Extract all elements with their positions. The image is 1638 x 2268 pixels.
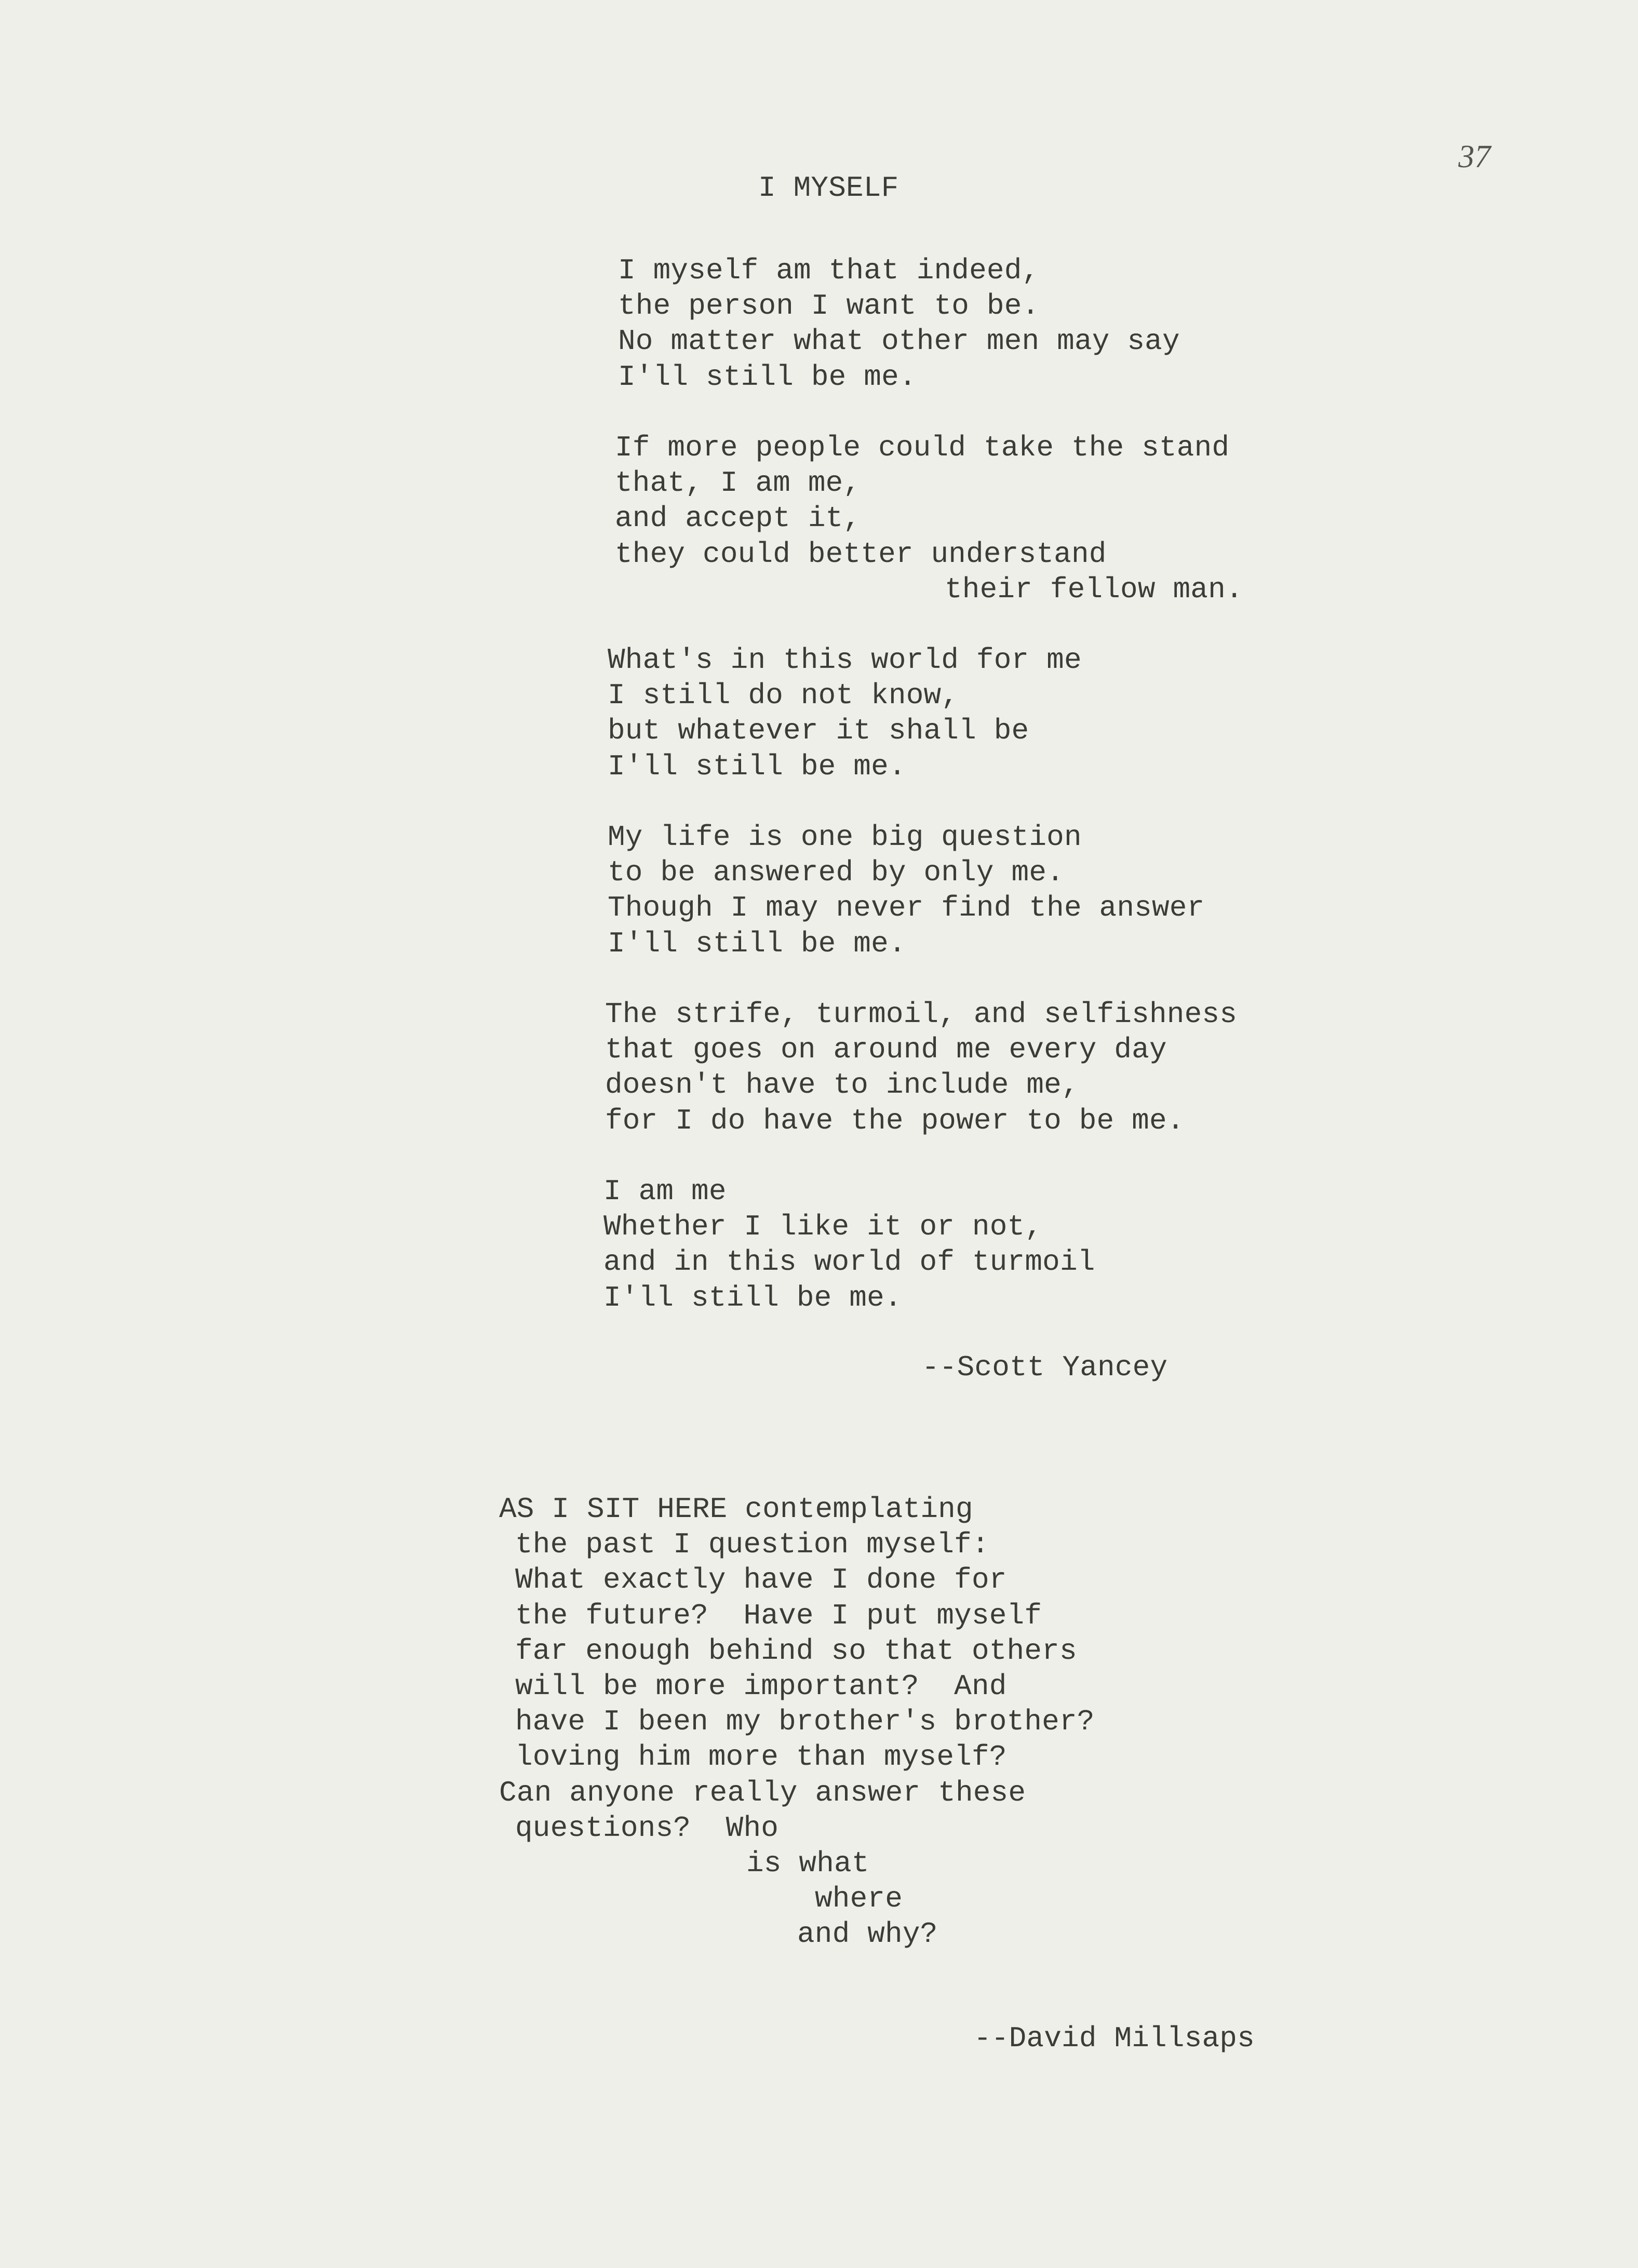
poem-line: Whether I like it or not, <box>603 1210 1043 1244</box>
poem-line: I'll still be me. <box>618 360 917 394</box>
poem-line: is what <box>746 1846 869 1880</box>
poem-line: for I do have the power to be me. <box>605 1104 1185 1137</box>
author-signature: --Scott Yancey <box>922 1351 1168 1384</box>
poem-title: I MYSELF <box>758 171 899 205</box>
poem-line: The strife, turmoil, and selfishness <box>605 998 1237 1031</box>
poem-line: and why? <box>797 1917 938 1951</box>
stanza <box>603 1174 1095 1316</box>
poem-line: I'll still be me. <box>608 749 906 783</box>
page-number: 37 <box>1458 139 1491 175</box>
poem-line: No matter what other men may say <box>618 325 1180 358</box>
stanza <box>615 430 1243 607</box>
poem-line: I myself am that indeed, <box>618 254 1040 287</box>
poem-line: doesn't have to include me, <box>605 1068 1079 1102</box>
poem-line: that, I am me, <box>615 466 861 500</box>
poem-line: the past I question myself: <box>515 1528 989 1562</box>
poem-line: have I been my brother's brother? <box>515 1705 1095 1739</box>
poem-line: will be more important? And <box>515 1669 1007 1703</box>
poem-line: I am me <box>603 1175 727 1208</box>
poem-line: loving him more than myself? <box>515 1740 1007 1774</box>
poem-line: the future? Have I put myself <box>515 1599 1042 1632</box>
poem-line: where <box>815 1882 903 1916</box>
poem-line: What exactly have I done for <box>515 1563 1007 1597</box>
stanza <box>499 1492 1095 1952</box>
poem-line: that goes on around me every day <box>605 1033 1167 1067</box>
poem-line: What's in this world for me <box>608 643 1082 677</box>
poem-line: If more people could take the stand <box>615 431 1230 464</box>
poem-line: Though I may never find the answer <box>608 891 1205 925</box>
stanza <box>608 820 1204 961</box>
poem-line: questions? Who <box>515 1811 779 1845</box>
poem-line: I'll still be me. <box>608 927 906 960</box>
poem-line: I still do not know, <box>608 679 959 713</box>
stanza <box>618 253 1180 395</box>
poem-line: I'll still be me. <box>603 1281 902 1314</box>
poem-line: and in this world of turmoil <box>603 1245 1095 1279</box>
stanza <box>605 997 1237 1138</box>
stanza <box>608 642 1082 784</box>
poem-line: the person I want to be. <box>618 289 1040 323</box>
poem-line: My life is one big question <box>608 821 1082 854</box>
poem-line: AS I SIT HERE contemplating <box>499 1493 973 1526</box>
author-signature: --David Millsaps <box>974 2022 1255 2055</box>
poem-line: to be answered by only me. <box>608 856 1064 890</box>
poem-line: far enough behind so that others <box>515 1634 1077 1668</box>
poem-line: their fellow man. <box>945 572 1243 606</box>
poem-line: and accept it, <box>615 502 861 535</box>
poem-line: Can anyone really answer these <box>499 1776 1026 1809</box>
poem-line: they could better understand <box>615 537 1107 571</box>
poem-line: but whatever it shall be <box>608 714 1029 748</box>
